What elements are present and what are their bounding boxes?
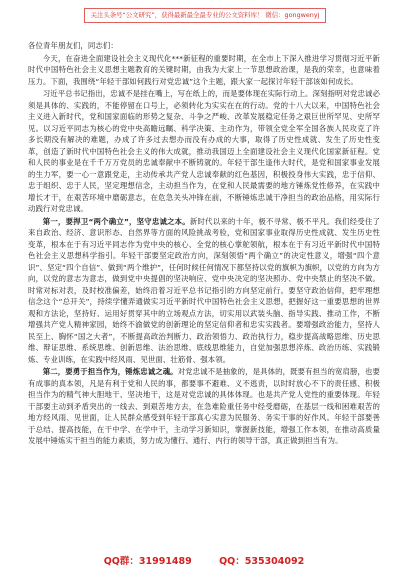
section-2 (28, 366, 380, 447)
watermark-banner: 关注头条号“公文研究”，获得最新最全最专业的公文资料库！ 微信：gongwenyj (84, 8, 326, 23)
paragraph-loyalty: 习近平总书记指出，忠诚不是挂在嘴上，写在纸上的，而是要体现在实际行动上。深刻指明对党忠诚必须是具体的、实践的，不能停留在口号上，必须转化为实实在在的行动。党的十八大以来，中国特色社会主义进入新时代，党和国家面临的形势之复杂、斗争之严峻、改革发展稳定任务之艰巨世所罕见、史所罕见。以习近平同志为核心的党中央高瞻远瞩、科学决策、主动作为，带领全党全军全国各族人民攻克了许多长期没有解决的难题，办成了许多过去想办而没有办成的大事，取得了历史性成就、发生了历史性变革，创造了新时代中国特色社会主义的伟大成就，推动我国迈上全面建设社会主义现代化国家新征程。党和人民的事业是在千千万万党员的忠诚奉献中不断铸就的。年轻干部生逢伟大时代，是党和国家事业发展的生力军，要一心一意跟党走，主动传承共产党人忠诚奉献的红色基因，积极投身伟大实践，忠于信仰、忠于组织、忠于人民，坚定理想信念，主动担当作为，在党和人民最需要的地方锤炼党性修养，在实践中增长才干，在艰苦环境中磨砺意志，在危急关头冲锋在前，不断锤炼忠诚干净担当的政治品格，用实际行动践行对党忠诚。 (28, 89, 380, 213)
paragraph-intro: 今天，在奋进全面建设社会主义现代化***新征程的重要时期，在全市上下深入推进学习贯彻习近平新时代中国特色社会主义思想主题教育的关键时期，由我为大家上一节思想政治课，是我的荣幸，也意味着压力。下面，我围绕“年轻干部如何践行对党忠诚”这个主题，跟大家一起探讨年轻干部该如何成长。 (28, 53, 380, 86)
footer-qq-group: QQ群：31991489 (103, 556, 192, 567)
footer-contacts (0, 553, 408, 567)
section-2-body: 对党忠诚不是抽象的，是具体的，既要有担当的宽肩膀，也要有成事的真本领，凡是有利于党和人民的事，都要事不避难、义不逃责，以时时放心不下的责任感、积极担当作为的精气神大胆地干、坚决地干，这是对党忠诚的具体体现。也是共产党人党性的重要体现。年轻干部要主动到矛盾突出的一线去、到艰苦地方去，在急难险重任务中经受磨砺，在基层一线和困难艰苦的地方经风雨、见世面，让人民群众感受到年轻干部真心实意为民服务、务实干事的好作风。年轻干部要善于总结、提高技能，在干中学、在学中干，主动学习新知识，掌握新技能，增强工作本领，在推动高质量发展中锤炼实干担当的能力素质，努力成为懂行、通行、内行的领导干部，真正做到担当有为。 (28, 367, 381, 445)
greeting: 各位青年朋友们，同志们： (28, 41, 118, 50)
footer-qq: QQ：535304092 (219, 556, 305, 567)
section-1-body: 新时代以来的十年，极不寻常、极不平凡。我们经受住了来自政治、经济、意识形态、自然界等方面的风险挑战考验，党和国家事业取得历史性成就、发生历史性变革，根本在于有习近平同志作为党中央的核心、全党的核心掌舵领航，根本在于有习近平新时代中国特色社会主义思想科学指引。年轻干部要坚定政治方向，深刻领悟“两个确立”的决定性意义，增强“四个意识”、坚定“四个自信”、做到“两个维护”，任何时候任何情况下都坚持以党的旗帜为旗帜，以党的方向为方向，以党的意志为意志，做到党中央提倡的坚决响应、党中央决定的坚决照办、党中央禁止的坚决不做。时常对标对表，及时校准偏差，始终沿着习近平总书记指引的方向坚定前行。要坚守政治信仰，把牢理想信念这个“总开关”，持续学懂弄通做实习近平新时代中国特色社会主义思想，把握好这一重要思想的世界观和方法论，坚持好、运用好贯穿其中的立场观点方法，切实用以武装头脑、指导实践、推动工作，不断增强共产党人精神家园，始终不渝做党的创新理论的坚定信仰者和忠实实践者。要增强政治能力，坚持人民至上、胸怀“国之大者”，不断提高政治判断力、政治领悟力、政治执行力，稳步提高战略思维、历史思维、辩证思维、系统思维、创新思维、法治思维、底线思维能力，自觉加强思想淬炼、政治历练、实践锻炼、专业训练，在实践中经风雨、见世面、壮筋骨、强本领。 (28, 216, 380, 364)
document-body (28, 40, 380, 448)
section-2-heading: 第二，要勇于担当作为，锤炼忠诚之魂。 (42, 367, 178, 376)
section-1-heading: 第一，要捍卫“两个确立”，坚守忠诚之本。 (42, 216, 190, 226)
section-1 (28, 216, 380, 366)
